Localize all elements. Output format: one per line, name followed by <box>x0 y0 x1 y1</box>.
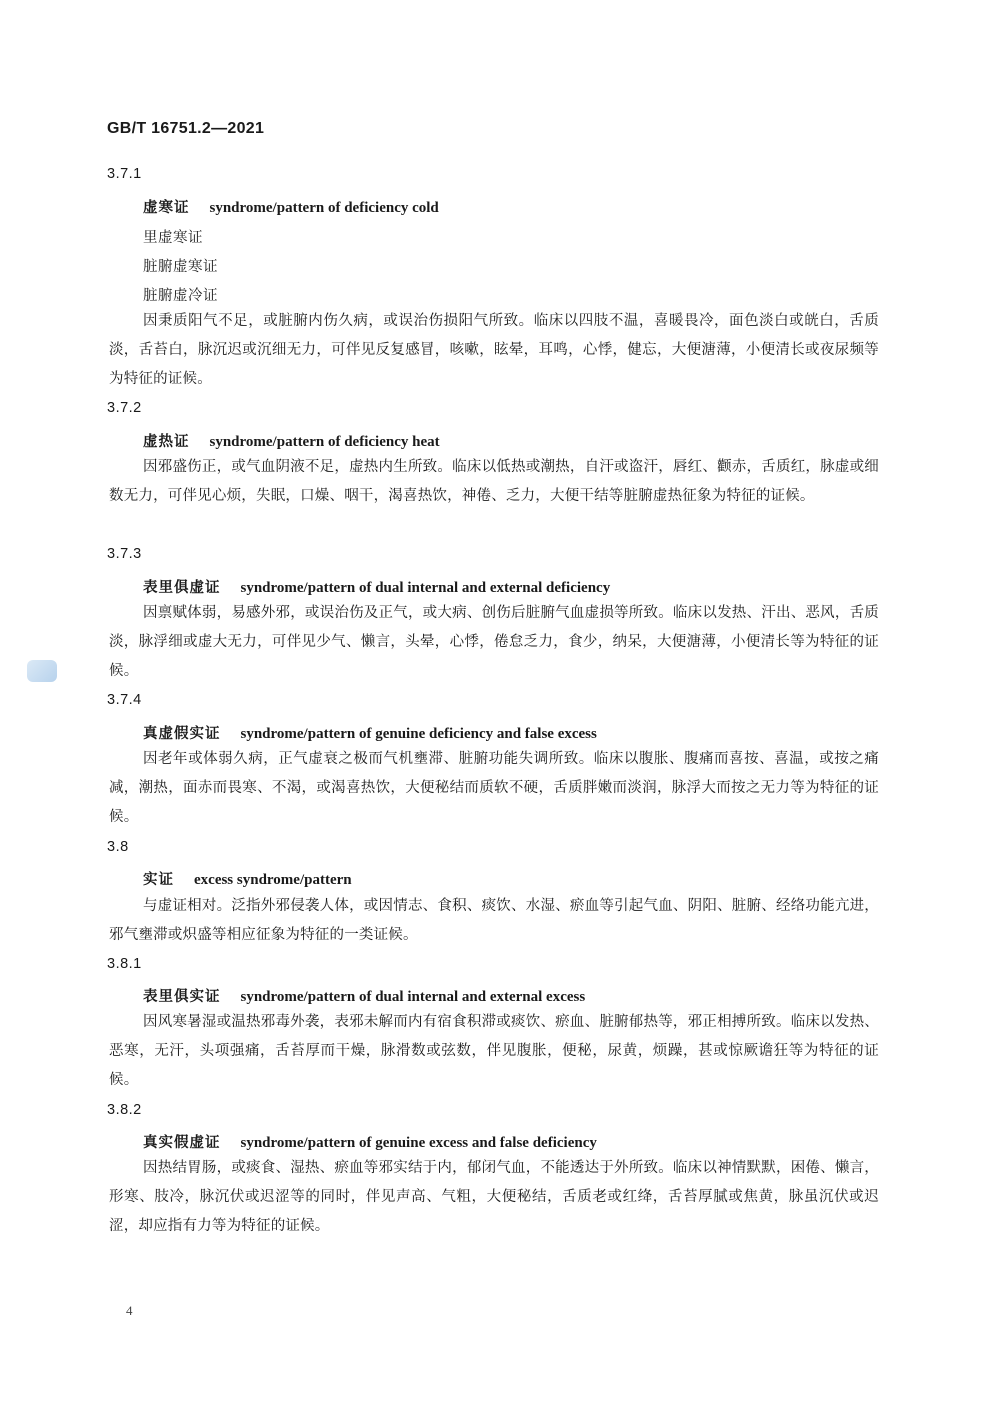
term-zh: 真虚假实证 <box>143 725 221 742</box>
term-en: syndrome/pattern of dual internal and external deficiency <box>240 580 611 596</box>
definition: 与虚证相对。泛指外邪侵袭人体，或因情志、食积、痰饮、水湿、瘀血等引起气血、阴阳、脏腑、经络功能亢进，邪气壅滞或炽盛等相应征象为特征的一类证候。 <box>109 898 879 943</box>
term-zh: 表里俱实证 <box>143 988 221 1005</box>
term-heading <box>143 196 439 217</box>
term-zh: 真实假虚证 <box>143 1134 221 1151</box>
definition: 因风寒暑湿或温热邪毒外袭，表邪未解而内有宿食积滞或痰饮、瘀血、脏腑郁热等，邪正相搏所致。临床以发热、恶寒，无汗，头项强痛，舌苔厚而干燥，脉滑数或弦数，伴见腹胀，便秘，尿黄，烦躁，甚或惊厥谵狂等为特征的证候。 <box>109 1014 879 1088</box>
clause-number: 3.7.3 <box>107 546 142 562</box>
definition: 因邪盛伤正，或气血阴液不足，虚热内生所致。临床以低热或潮热，自汗或盗汗，唇红、颧赤，舌质红，脉虚或细数无力，可伴见心烦，失眠，口燥、咽干，渴喜热饮，神倦、乏力，大便干结等脏腑虚热征象为特征的证候。 <box>109 459 879 504</box>
clause-number: 3.8.1 <box>107 956 142 972</box>
clause-number: 3.8 <box>107 839 129 855</box>
term-heading <box>143 1131 597 1152</box>
term-heading <box>143 576 610 597</box>
term-heading <box>143 722 597 743</box>
clause-number: 3.7.4 <box>107 692 142 708</box>
synonym: 脏腑虚寒证 <box>143 259 218 275</box>
term-zh: 表里俱虚证 <box>143 579 221 596</box>
term-en: syndrome/pattern of deficiency cold <box>209 200 439 216</box>
page-number: 4 <box>126 1303 133 1318</box>
term-heading <box>143 430 440 451</box>
clause-number: 3.8.2 <box>107 1102 142 1118</box>
synonym: 里虚寒证 <box>143 230 203 246</box>
term-zh: 实证 <box>143 871 174 888</box>
term-en: syndrome/pattern of dual internal and external excess <box>240 989 586 1005</box>
definition: 因秉质阳气不足，或脏腑内伤久病，或误治伤损阳气所致。临床以四肢不温，喜暖畏冷，面色淡白或㿠白，舌质淡，舌苔白，脉沉迟或沉细无力，可伴见反复感冒，咳嗽，眩晕，耳鸣，心悸，健忘，大便溏薄，小便清长或夜尿频等为特征的证候。 <box>109 313 879 387</box>
standard-code-header: GB/T 16751.2—2021 <box>107 120 265 137</box>
term-heading <box>143 868 352 889</box>
clause-number: 3.7.2 <box>107 400 142 416</box>
definition: 因老年或体弱久病，正气虚衰之极而气机壅滞、脏腑功能失调所致。临床以腹胀、腹痛而喜按、喜温，或按之痛减，潮热，面赤而畏寒、不渴，或渴喜热饮，大便秘结而质软不硬，舌质胖嫩而淡润，脉浮大而按之无力等为特征的证候。 <box>109 751 879 825</box>
definition: 因禀赋体弱，易感外邪，或误治伤及正气，或大病、创伤后脏腑气血虚损等所致。临床以发热、汗出、恶风，舌质淡，脉浮细或虚大无力，可伴见少气、懒言，头晕，心悸，倦怠乏力，食少，纳呆，大便溏薄，小便清长等为特征的证候。 <box>109 605 879 679</box>
definition: 因热结胃肠，或痰食、湿热、瘀血等邪实结于内，郁闭气血，不能透达于外所致。临床以神情默默，困倦、懒言，形寒、肢冷，脉沉伏或迟涩等的同时，伴见声高、气粗，大便秘结，舌质老或红绛，舌苔厚腻或焦黄，脉虽沉伏或迟涩，却应指有力等为特征的证候。 <box>109 1160 879 1234</box>
term-zh: 虚寒证 <box>143 199 190 216</box>
term-zh: 虚热证 <box>143 433 190 450</box>
synonym: 脏腑虚冷证 <box>143 288 218 304</box>
term-en: syndrome/pattern of deficiency heat <box>209 434 440 450</box>
term-en: syndrome/pattern of genuine deficiency and false excess <box>240 726 597 742</box>
term-en: syndrome/pattern of genuine excess and false deficiency <box>240 1135 597 1151</box>
clause-number: 3.7.1 <box>107 166 142 182</box>
watermark-logo <box>27 660 57 682</box>
term-en: excess syndrome/pattern <box>194 872 352 888</box>
term-heading <box>143 985 585 1006</box>
